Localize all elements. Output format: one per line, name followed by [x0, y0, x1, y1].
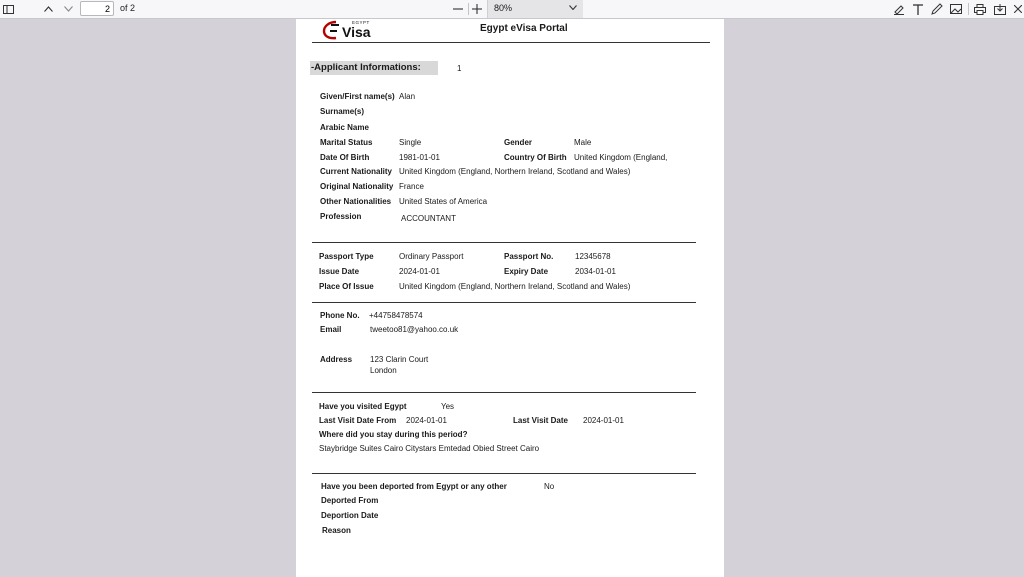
sidebar-icon[interactable]	[0, 0, 16, 18]
address-label: Address	[320, 355, 353, 364]
profession-value: ACCOUNTANT	[401, 214, 456, 223]
toolbar-divider	[968, 3, 969, 15]
highlight-icon[interactable]	[890, 0, 908, 18]
passport-no-label: Passport No.	[504, 252, 554, 261]
image-icon[interactable]	[947, 0, 965, 18]
evisa-logo	[322, 19, 374, 41]
page-number-input[interactable]	[80, 1, 114, 16]
surname-label: Surname(s)	[320, 107, 365, 116]
text-icon[interactable]	[910, 0, 926, 18]
reason-label: Reason	[322, 526, 351, 535]
chevron-up-icon[interactable]	[40, 0, 56, 18]
section-divider	[312, 242, 696, 243]
visited-egypt-value: Yes	[441, 402, 455, 411]
issue-date-label: Issue Date	[319, 267, 360, 276]
chevron-down-icon[interactable]	[60, 0, 76, 18]
zoom-out-icon[interactable]	[450, 0, 466, 18]
profession-label: Profession	[320, 212, 362, 221]
pdf-toolbar	[0, 0, 1024, 19]
deported-question-label: Have you been deported from Egypt or any other	[321, 482, 507, 491]
section-divider	[312, 392, 696, 393]
nationality-label: Current Nationality	[320, 167, 393, 176]
stay-value: Staybridge Suites Cairo Citystars Emtedad Obied Street Cairo	[319, 444, 540, 453]
other-nationalities-value: United States of America	[399, 197, 488, 206]
email-value: tweetoo81@yahoo.co.uk	[370, 325, 459, 334]
gender-value: Male	[574, 138, 592, 147]
arabic-name-label: Arabic Name	[320, 123, 369, 132]
phone-value: +44758478574	[369, 311, 423, 320]
address-line1: 123 Clarin Court	[370, 355, 429, 364]
close-icon[interactable]	[1012, 0, 1024, 18]
visited-egypt-label: Have you visited Egypt	[319, 402, 407, 411]
last-visit-date-value: 2024-01-01	[583, 416, 624, 425]
zoom-select[interactable]	[487, 0, 583, 18]
original-nationality-label: Original Nationality	[320, 182, 394, 191]
save-icon[interactable]	[991, 0, 1009, 18]
phone-label: Phone No.	[320, 311, 360, 320]
last-visit-date-label: Last Visit Date	[513, 416, 568, 425]
original-nationality-value: France	[399, 182, 424, 191]
draw-icon[interactable]	[928, 0, 946, 18]
section-divider	[312, 473, 696, 474]
page-total: of 2	[120, 3, 136, 13]
place-of-issue-label: Place Of Issue	[319, 282, 374, 291]
email-label: Email	[320, 325, 342, 334]
logo-country: EGYPT	[352, 20, 370, 25]
passport-type-value: Ordinary Passport	[399, 252, 464, 261]
cob-value: United Kingdom (England,	[574, 153, 668, 162]
issue-date-value: 2024-01-01	[399, 267, 440, 276]
page-title: Egypt eVisa Portal	[480, 23, 568, 34]
nationality-value: United Kingdom (England, Northern Ireland, Scotland and Wales)	[399, 167, 631, 176]
given-name-label: Given/First name(s)	[320, 92, 395, 101]
chevron-down-icon	[569, 5, 577, 10]
gender-label: Gender	[504, 138, 533, 147]
applicant-number: 1	[457, 64, 462, 73]
expiry-date-label: Expiry Date	[504, 267, 549, 276]
zoom-in-icon[interactable]	[469, 0, 485, 18]
zoom-value: 80%	[494, 3, 513, 13]
passport-no-value: 12345678	[575, 252, 611, 261]
stay-label: Where did you stay during this period?	[319, 430, 468, 439]
dob-value: 1981-01-01	[399, 153, 440, 162]
section-label: -Applicant Informations:	[310, 61, 438, 75]
deportion-date-label: Deportion Date	[321, 511, 379, 520]
header-divider	[312, 42, 710, 43]
address-line2: London	[370, 366, 397, 375]
section-divider	[312, 302, 696, 303]
place-of-issue-value: United Kingdom (England, Northern Ireland, Scotland and Wales)	[399, 282, 631, 291]
logo-text: Visa	[342, 24, 371, 40]
dob-label: Date Of Birth	[320, 153, 370, 162]
last-visit-from-value: 2024-01-01	[406, 416, 447, 425]
other-nationalities-label: Other Nationalities	[320, 197, 392, 206]
last-visit-from-label: Last Visit Date From	[319, 416, 397, 425]
expiry-date-value: 2034-01-01	[575, 267, 616, 276]
deported-question-value: No	[544, 482, 555, 491]
given-name-value: Alan	[399, 92, 416, 101]
print-icon[interactable]	[971, 0, 989, 18]
pdf-page	[296, 19, 724, 577]
marital-status-value: Single	[399, 138, 422, 147]
passport-type-label: Passport Type	[319, 252, 374, 261]
cob-label: Country Of Birth	[504, 153, 567, 162]
deported-from-label: Deported From	[321, 496, 379, 505]
marital-status-label: Marital Status	[320, 138, 373, 147]
